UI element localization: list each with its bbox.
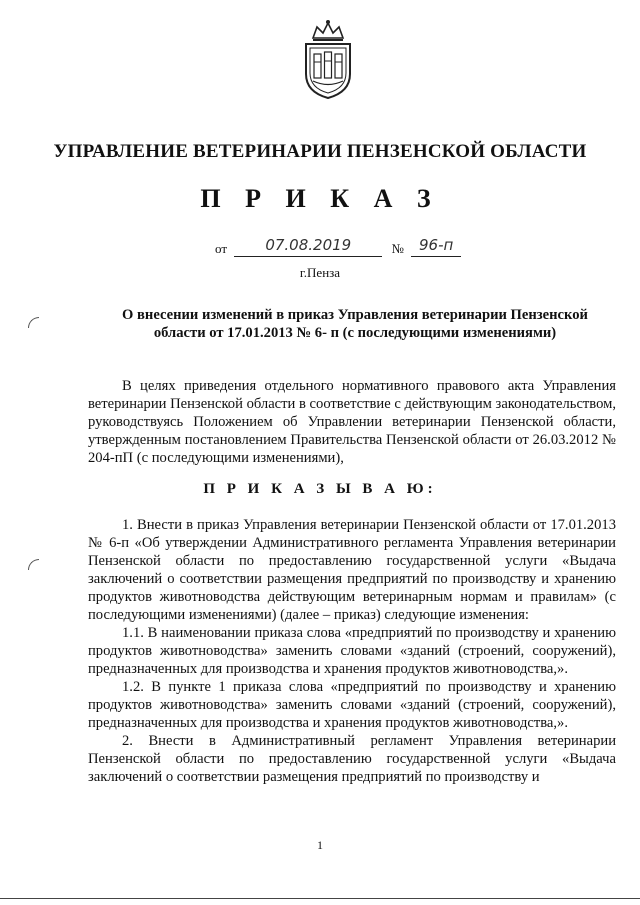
coat-of-arms-emblem (299, 18, 357, 100)
number-label: № (391, 241, 404, 256)
order-item: 2. Внести в Административный регламент Управления ветеринарии Пензенской области по предоставлению государственной услуги «Выдача заключений о соответствии размещения предприятий по производству и (88, 733, 616, 785)
agency-name: УПРАВЛЕНИЕ ВЕТЕРИНАРИИ ПЕНЗЕНСКОЙ ОБЛАСТИ (53, 141, 587, 162)
preamble (88, 377, 616, 467)
order-items (88, 516, 616, 786)
bottom-rule (0, 898, 640, 899)
margin-mark (28, 317, 39, 328)
document-type: П Р И К А З (200, 184, 440, 213)
date-field (234, 236, 382, 257)
number-value: 96-п (419, 236, 454, 254)
order-item: 1.1. В наименовании приказа слова «предприятий по производству и хранению продуктов животноводства» заменить словами «зданий (строений, сооружений), предназначенных для производства и хранения продуктов животноводства,». (88, 625, 616, 677)
order-item: 1. Внести в приказ Управления ветеринарии Пензенской области от 17.01.2013 № 6-п «Об утверждении Административного регламента Управления ветеринарии Пензенской области по предоставлению государственной услуги «Выдача заключений о соответствии размещения предприятий по производству и хранению продуктов животноводства действующим ветеринарным нормам и правилам» (с последующими изменениями) (далее – приказ) следующие изменения: (88, 517, 616, 623)
margin-mark (28, 559, 39, 570)
number-field (411, 236, 461, 257)
order-heading: П Р И К А З Ы В А Ю: (203, 481, 437, 497)
page-number: 1 (317, 838, 323, 852)
document-title: О внесении изменений в приказ Управления ветеринарии Пензенской области от 17.01.2013 № 6- п (с последующими изменениями) (122, 307, 588, 341)
preamble-paragraph: В целях приведения отдельного нормативного правового акта Управления ветеринарии Пензенской области в соответствие с действующим законодательством, руководствуясь Положением об Управлении ветеринарии Пензенской области, утвержденным постановлением Правительства Пензенской области от 26.03.2012 № 204-пП (с последующими изменениями), (88, 378, 616, 466)
date-label: от (215, 241, 228, 256)
order-item: 1.2. В пункте 1 приказа слова «предприятий по производству и хранению продуктов животноводства» заменить словами «зданий (строений, сооружений), предназначенных для производства и хранения продуктов животноводства,». (88, 679, 616, 731)
city: г.Пенза (299, 265, 341, 280)
date-number-row (215, 236, 461, 257)
date-value: 07.08.2019 (265, 236, 352, 254)
